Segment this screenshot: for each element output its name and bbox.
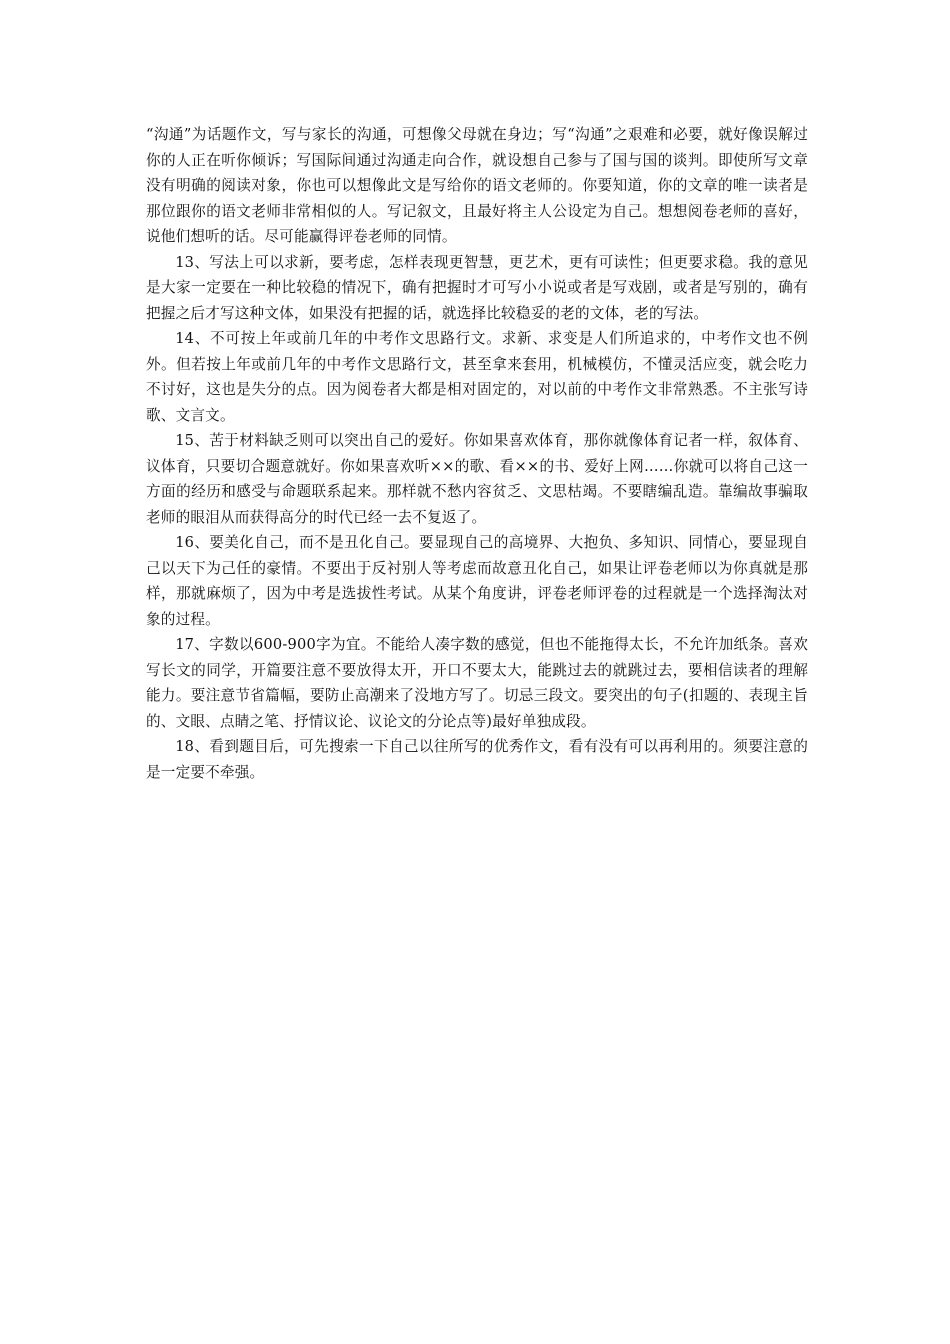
paragraph-tip-13: 13、写法上可以求新，要考虑，怎样表现更智慧，更艺术，更有可读性；但更要求稳。我的意见是大家一定要在一种比较稳的情况下，确有把握时才可写小小说或者是写戏剧，或者是写别的，确有把握之后才写这种文体，如果没有把握的话，就选择比较稳妥的老的文体，老的写法。 — [146, 253, 808, 322]
document-page — [146, 122, 808, 785]
paragraph-tip-14: 14、不可按上年或前几年的中考作文思路行文。求新、求变是人们所追求的，中考作文也不例外。但若按上年或前几年的中考作文思路行文，甚至拿来套用，机械模仿，不懂灵活应变，就会吃力不讨好，这也是失分的点。因为阅卷者大都是相对固定的，对以前的中考作文非常熟悉。不主张写诗歌、文言文。 — [146, 330, 808, 424]
paragraph-tip-16: 16、要美化自己，而不是丑化自己。要显现自己的高境界、大抱负、多知识、同情心，要显现自己以天下为己任的豪情。不要出于反衬别人等考虑而故意丑化自己，如果让评卷老师以为你真就是那样，那就麻烦了，因为中考是选拔性考试。从某个角度讲，评卷老师评卷的过程就是一个选择淘汰对象的过程。 — [146, 534, 808, 628]
paragraph-communication-topic: “沟通”为话题作文，写与家长的沟通，可想像父母就在身边；写“沟通”之艰难和必要，就好像误解过你的人正在听你倾诉；写国际间通过沟通走向合作，就设想自己参与了国与国的谈判。即使所写文章没有明确的阅读对象，你也可以想像此文是写给你的语文老师的。你要知道，你的文章的唯一读者是那位跟你的语文老师非常相似的人。写记叙文，且最好将主人公设定为自己。想想阅卷老师的喜好，说他们想听的话。尽可能赢得评卷老师的同情。 — [146, 126, 808, 245]
paragraph-tip-15: 15、苦于材料缺乏则可以突出自己的爱好。你如果喜欢体育，那你就像体育记者一样，叙体育、议体育，只要切合题意就好。你如果喜欢听××的歌、看××的书、爱好上网……你就可以将自己这一方面的经历和感受与命题联系起来。那样就不愁内容贫乏、文思枯竭。不要瞎编乱造。靠编故事骗取老师的眼泪从而获得高分的时代已经一去不复返了。 — [146, 432, 808, 526]
paragraph-tip-18: 18、看到题目后，可先搜索一下自己以往所写的优秀作文，看有没有可以再利用的。须要注意的是一定要不牵强。 — [146, 738, 808, 781]
paragraph-tip-17: 17、字数以600-900字为宜。不能给人凑字数的感觉，但也不能拖得太长，不允许加纸条。喜欢写长文的同学，开篇要注意不要放得太开，开口不要太大，能跳过去的就跳过去，要相信读者的理解能力。要注意节省篇幅，要防止高潮来了没地方写了。切忌三段文。要突出的句子(扣题的、表现主旨的、文眼、点睛之笔、抒情议论、议论文的分论点等)最好单独成段。 — [146, 636, 808, 730]
